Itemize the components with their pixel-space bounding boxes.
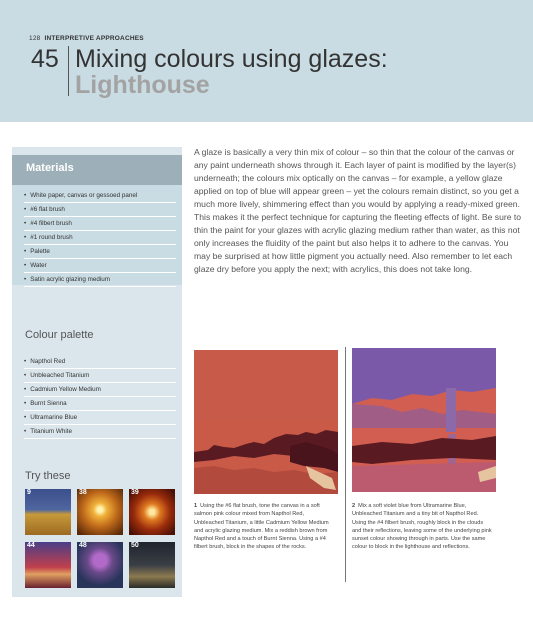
- chapter-number: 45: [31, 45, 59, 73]
- page-number: 128: [29, 35, 41, 42]
- list-item: • White paper, canvas or gessoed panel: [24, 189, 176, 203]
- step-1-painting-art: [194, 350, 338, 494]
- column-divider: [345, 347, 346, 582]
- list-item: • #4 filbert brush: [24, 217, 176, 231]
- intro-paragraph: A glaze is basically a very thin mix of colour – so thin that the colour of the canvas or any paint underneath shows through it. Each layer of paint is modified by the layer(s) underneath; the colours mix optically on the canvas – for example, a yellow glaze applied on top of blue will appear green – yet the colours remain distinct, so you get a much more lively, shimmering effect than you would by applying a ready-mixed green. This makes it the perfect technique for capturing the fleeting effects of light. Be sure to thin the paint for your glazes with acrylic glazing medium rather than water, as this not only increases the fluidity of the paint but also helps it to adhere to the canvas. You may be surprised at how little pigment you actually need. Also remember to let each glaze dry before you apply the next; with acrylics, this does not take long.: [194, 147, 522, 274]
- list-item: • Cadmium Yellow Medium: [24, 383, 176, 397]
- list-item: • Satin acrylic glazing medium: [24, 273, 176, 287]
- running-head: [29, 35, 144, 42]
- step-2-painting-art: [352, 348, 496, 492]
- thumbnail-number: 44: [27, 542, 35, 549]
- thumbnail-38: [77, 489, 123, 535]
- list-item: • #6 flat brush: [24, 203, 176, 217]
- page-title: Mixing colours using glazes:: [75, 45, 388, 73]
- step-2-caption: [352, 502, 492, 552]
- materials-title: Materials: [26, 162, 74, 174]
- list-item: • Palette: [24, 245, 176, 259]
- materials-list: [24, 189, 176, 287]
- thumbnail-number: 38: [79, 489, 87, 496]
- step-1-caption: [194, 502, 334, 552]
- list-item: • Titanium White: [24, 425, 176, 439]
- list-item: • Water: [24, 259, 176, 273]
- thumbnail-44: [25, 542, 71, 588]
- list-item: • Unbleached Titanium: [24, 369, 176, 383]
- step-text: Mix a soft violet blue from Ultramarine Blue, Unbleached Titanium and a tiny bit of Napthol Red. Using the #4 filbert brush, roughly block in the clouds and their reflections, leaving some of the underlying pink sunset colour showing through in parts. Use the same colour to block in the lighthouse and reflections.: [352, 503, 492, 551]
- palette-title: Colour palette: [25, 329, 94, 341]
- thumbnail-number: 50: [131, 542, 139, 549]
- try-these-title: Try these: [25, 470, 71, 482]
- list-item: • Ultramarine Blue: [24, 411, 176, 425]
- list-item: • Napthol Red: [24, 355, 176, 369]
- step-1-painting: [194, 350, 338, 494]
- page-subtitle: Lighthouse: [75, 71, 210, 99]
- list-item: • #1 round brush: [24, 231, 176, 245]
- title-divider: [68, 46, 69, 96]
- list-item: • Burnt Sienna: [24, 397, 176, 411]
- step-number: 1: [194, 503, 198, 509]
- thumbnail-48: [77, 542, 123, 588]
- palette-list: [24, 355, 176, 439]
- step-number: 2: [352, 503, 356, 509]
- thumbnail-number: 9: [27, 489, 31, 496]
- thumbnail-9: [25, 489, 71, 535]
- step-2-painting: [352, 348, 496, 492]
- step-text: Using the #6 flat brush, tone the canvas in a soft salmon pink colour mixed from Napthol Red, Unbleached Titanium, a little Cadmium Yellow Medium and acrylic glazing medium. Mix a reddish brown from Napthol Red and a touch of Burnt Sienna. Using a #4 filbert brush, block in the shapes of the rocks.: [194, 503, 329, 551]
- thumbnail-number: 39: [131, 489, 139, 496]
- thumbnail-50: [129, 542, 175, 588]
- thumbnail-39: [129, 489, 175, 535]
- thumbnail-number: 48: [79, 542, 87, 549]
- section-name: INTERPRETIVE APPROACHES: [44, 35, 144, 42]
